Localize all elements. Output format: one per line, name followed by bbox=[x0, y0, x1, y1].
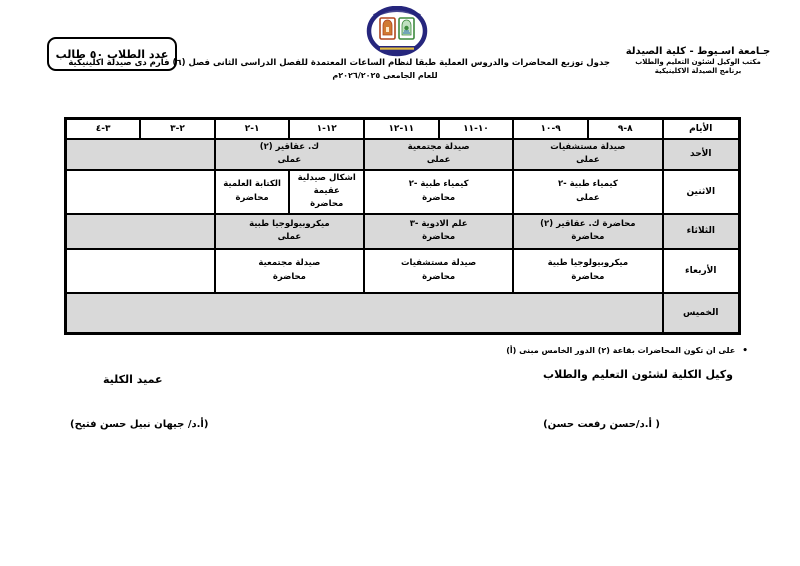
dean-name: (أ.د/ جيهان نبيل حسن فتيح) bbox=[70, 419, 209, 430]
time-slot-header: ٩-١٠ bbox=[513, 119, 588, 139]
schedule-row bbox=[66, 170, 740, 214]
time-slot-header: ١٠-١١ bbox=[439, 119, 514, 139]
schedule-cell bbox=[364, 214, 513, 249]
academic-year: للعام الجامعى ٢٠٢٦/٢٠٢٥م bbox=[332, 71, 438, 80]
course-name: صيدلة مستشفيات bbox=[550, 141, 626, 152]
time-slot-header: ١-٢ bbox=[215, 119, 290, 139]
bullet-icon: • bbox=[742, 346, 748, 356]
session-type: محاضرة bbox=[571, 271, 605, 282]
session-type: محاضرة bbox=[422, 192, 456, 203]
session-type: عملى bbox=[426, 155, 451, 165]
empty-cell bbox=[66, 249, 215, 293]
day-cell: الثلاثاء bbox=[663, 214, 740, 249]
schedule-cell bbox=[364, 139, 513, 170]
university-logo-icon bbox=[366, 6, 428, 58]
document-title: جدول توزيع المحاضرات والدروس العملية طبقا لنظام الساعات المعتمدة للفصل الدراسى الثانى فصل (٦) فارم دى صيدلة اكلينيكية bbox=[68, 58, 610, 68]
schedule-row bbox=[66, 249, 740, 293]
schedule-row bbox=[66, 293, 740, 334]
empty-cell bbox=[66, 214, 215, 249]
dean-title: عميد الكلية bbox=[103, 373, 163, 386]
session-type: عملى bbox=[277, 155, 302, 165]
university-faculty-name: جـامعة اسـيوط - كلية الصيدلة bbox=[625, 46, 771, 57]
schedule-cell bbox=[215, 170, 290, 214]
session-type: عملى bbox=[576, 192, 600, 203]
lecture-hall-note bbox=[506, 346, 748, 356]
course-name: محاضرة ك. عقاقير (٢) bbox=[540, 218, 636, 229]
note-text: على ان تكون المحاضرات بقاعة (٢) الدور الخامس مبنى (أ) bbox=[506, 346, 736, 355]
course-name: ك. عقاقير (٢) bbox=[259, 141, 320, 152]
day-cell: الأحد bbox=[663, 139, 740, 170]
time-slots-header-row bbox=[66, 119, 740, 139]
day-cell: الأربعاء bbox=[663, 249, 740, 293]
vice-dean-name: ( أ.د/حسن رفعت حسن) bbox=[543, 419, 660, 430]
session-type: عملى bbox=[277, 232, 302, 242]
session-type: محاضرة bbox=[310, 199, 344, 210]
schedule-cell bbox=[513, 139, 662, 170]
session-type: عقيمة bbox=[313, 185, 340, 196]
empty-cell bbox=[66, 170, 215, 214]
schedule-cell bbox=[513, 214, 662, 249]
schedule-cell bbox=[364, 249, 513, 293]
program-name: برنامج الصيدلة الاكلينيكية bbox=[654, 67, 742, 75]
schedule-cell bbox=[513, 170, 662, 214]
schedule-cell bbox=[215, 139, 364, 170]
session-type: عملى bbox=[576, 155, 600, 165]
vice-dean-title: وكيل الكلية لشئون التعليم والطلاب bbox=[543, 368, 733, 381]
schedule-cell bbox=[513, 249, 662, 293]
time-slot-header: ١١-١٢ bbox=[364, 119, 439, 139]
schedule-row bbox=[66, 139, 740, 170]
office-name: مكتب الوكيل لشئون التعليم والطلاب bbox=[635, 58, 761, 66]
course-name: ميكروبيولوجيا طبية bbox=[249, 218, 330, 229]
empty-cell bbox=[66, 139, 215, 170]
days-column-header: الأيام bbox=[663, 119, 740, 139]
course-name: صيدلة مستشفيات bbox=[400, 258, 477, 269]
course-name: ميكروبيولوجيا طبية bbox=[547, 258, 629, 269]
document-title-block bbox=[68, 58, 610, 80]
session-type: محاضرة bbox=[272, 271, 306, 282]
organization-block bbox=[602, 46, 794, 75]
schedule-cell bbox=[215, 214, 364, 249]
day-cell: الخميس bbox=[663, 293, 740, 334]
schedule-cell bbox=[289, 170, 364, 214]
course-name: علم الادوية -٣ bbox=[409, 218, 468, 229]
time-slot-header: ١٢-١ bbox=[289, 119, 364, 139]
schedule-table bbox=[64, 117, 741, 335]
students-count-box: عدد الطلاب ٥٠ طالب bbox=[47, 37, 177, 71]
empty-cell bbox=[66, 293, 663, 334]
course-name: صيدلة مجتمعية bbox=[258, 258, 321, 269]
course-name: صيدلة مجتمعية bbox=[407, 141, 470, 152]
course-name: اشكال صيدلية bbox=[297, 172, 356, 183]
session-type: محاضرة bbox=[422, 232, 456, 242]
session-type: محاضرة bbox=[422, 271, 456, 282]
course-name: الكتابة العلمية bbox=[223, 179, 281, 190]
schedule-cell bbox=[364, 170, 513, 214]
session-type: محاضرة bbox=[235, 192, 269, 203]
day-cell: الاثنين bbox=[663, 170, 740, 214]
time-slot-header: ٢-٣ bbox=[140, 119, 215, 139]
session-type: محاضرة bbox=[571, 232, 605, 242]
schedule-cell bbox=[215, 249, 364, 293]
time-slot-header: ٣-٤ bbox=[66, 119, 141, 139]
course-name: كيمياء طبية -٢ bbox=[408, 179, 469, 190]
schedule-row bbox=[66, 214, 740, 249]
course-name: كيمياء طبية -٢ bbox=[557, 179, 618, 190]
time-slot-header: ٨-٩ bbox=[588, 119, 663, 139]
